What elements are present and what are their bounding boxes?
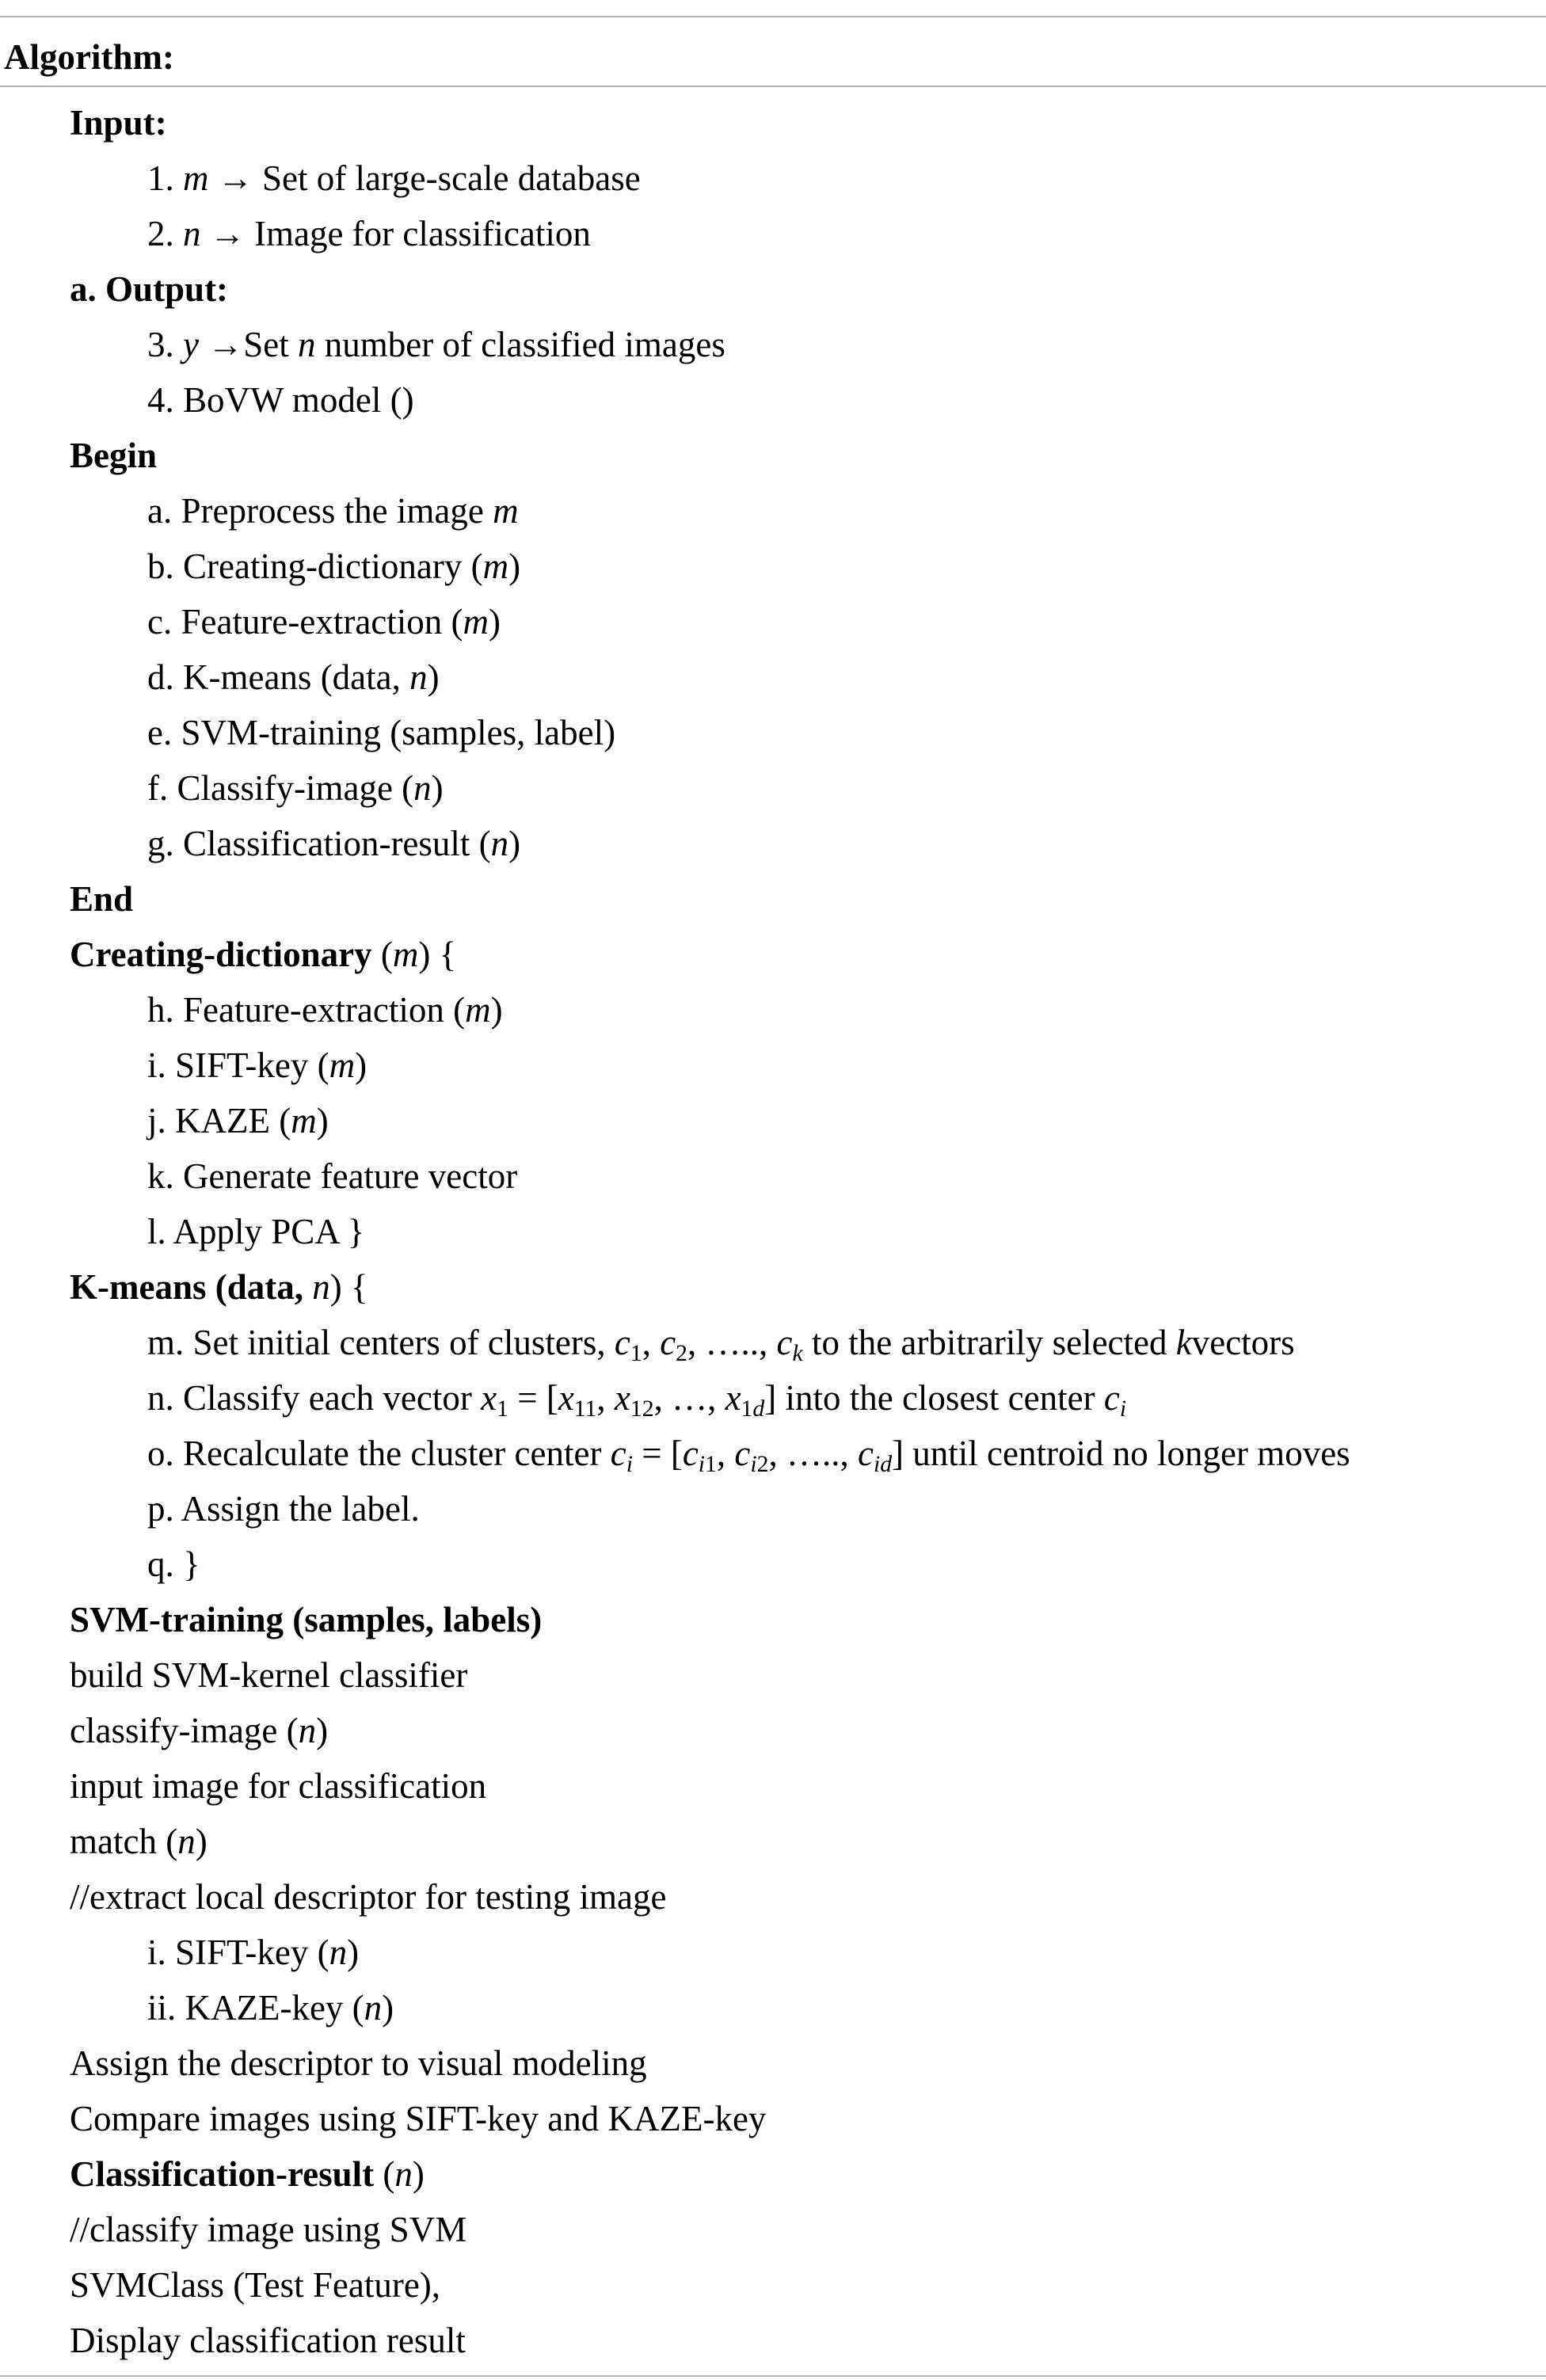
text-segment: f. Classify-image ( xyxy=(147,768,414,808)
text-segment: ii. KAZE-key ( xyxy=(147,1988,364,2028)
text-segment: , xyxy=(642,1323,661,1362)
subscript: 1 xyxy=(497,1396,508,1422)
math-variable: m xyxy=(329,1045,356,1085)
bold-text: a. Output: xyxy=(70,269,229,309)
text-segment: k. Generate feature vector xyxy=(147,1156,518,1196)
algorithm-line xyxy=(0,1592,1546,1647)
math-variable: n xyxy=(409,657,428,697)
subscript: i xyxy=(698,1452,706,1478)
algorithm-title xyxy=(0,29,1546,85)
text-segment: ) xyxy=(431,768,444,808)
algorithm-title-text: Algorithm: xyxy=(4,37,174,77)
text-segment: input image for classification xyxy=(70,1766,487,1806)
text-segment: g. Classification-result ( xyxy=(147,824,491,863)
algorithm-line xyxy=(0,372,1546,428)
algorithm-line xyxy=(0,1370,1546,1426)
text-segment: classify-image ( xyxy=(70,1711,299,1750)
text-segment: ) { xyxy=(329,1267,368,1307)
math-variable: x xyxy=(614,1378,630,1418)
text-segment: //classify image using SVM xyxy=(70,2210,467,2249)
algorithm-line xyxy=(0,1426,1546,1481)
math-variable: n xyxy=(298,1711,317,1750)
bottom-rule xyxy=(0,2375,1546,2377)
text-segment: , xyxy=(596,1378,615,1418)
algorithm-line xyxy=(0,649,1546,705)
algorithm-body xyxy=(0,95,1546,2368)
text-segment: 1. xyxy=(147,158,183,198)
math-variable: m xyxy=(493,491,519,531)
algorithm-line xyxy=(0,1758,1546,1814)
text-segment: i. SIFT-key ( xyxy=(147,1045,329,1085)
text-segment: ) xyxy=(347,1933,360,1972)
text-segment: ) xyxy=(508,546,521,586)
math-variable: c xyxy=(857,1434,874,1473)
math-variable: m xyxy=(482,546,509,586)
text-segment: Display classification result xyxy=(70,2321,466,2360)
subscript: i xyxy=(750,1452,757,1478)
math-variable: n xyxy=(413,768,432,808)
text-segment: ( xyxy=(371,935,393,974)
math-variable: n xyxy=(298,325,316,364)
algorithm-line xyxy=(0,2035,1546,2091)
text-segment: , …, xyxy=(653,1378,725,1418)
algorithm-line xyxy=(0,816,1546,871)
subscript: i xyxy=(1119,1396,1127,1422)
bold-text: Creating-dictionary xyxy=(70,935,372,974)
algorithm-line xyxy=(0,871,1546,927)
text-segment: j. KAZE ( xyxy=(147,1101,291,1140)
text-segment: → Set of large-scale database xyxy=(208,158,641,198)
text-segment: e. SVM-training (samples, label) xyxy=(147,713,616,752)
subscript: 2 xyxy=(676,1341,688,1367)
text-segment: o. Recalculate the cluster center xyxy=(147,1434,611,1473)
text-segment xyxy=(303,1267,312,1307)
text-segment: ) xyxy=(316,1101,329,1140)
text-segment: h. Feature-extraction ( xyxy=(147,990,466,1030)
text-segment: ) xyxy=(489,602,501,642)
text-segment: , xyxy=(716,1434,735,1473)
text-segment: ] into the closest center xyxy=(764,1378,1104,1418)
algorithm-line xyxy=(0,2146,1546,2202)
subscript: 1 xyxy=(741,1396,753,1422)
algorithm-line xyxy=(0,1481,1546,1537)
algorithm-line xyxy=(0,594,1546,649)
algorithm-line xyxy=(0,1925,1546,1980)
text-segment: ) xyxy=(412,2154,425,2194)
math-variable: n xyxy=(329,1933,348,1972)
algorithm-line xyxy=(0,1315,1546,1370)
algorithm-line xyxy=(0,1148,1546,1204)
math-variable: m xyxy=(392,935,419,974)
subscript: 1 xyxy=(630,1341,642,1367)
math-variable: c xyxy=(734,1434,751,1473)
subscript: d xyxy=(752,1396,765,1422)
algorithm-line xyxy=(0,150,1546,206)
text-segment: a. Preprocess the image xyxy=(147,491,493,531)
text-segment: build SVM-kernel classifier xyxy=(70,1655,468,1695)
text-segment: Compare images using SIFT-key and KAZE-key xyxy=(70,2099,767,2138)
text-segment: n. Classify each vector xyxy=(147,1378,482,1418)
bold-text: Classification-result xyxy=(70,2154,375,2194)
bold-text: Input: xyxy=(70,103,167,143)
algorithm-line xyxy=(0,927,1546,982)
text-segment: to the arbitrarily selected xyxy=(802,1323,1176,1362)
text-segment: ) xyxy=(508,824,521,863)
text-segment: c. Feature-extraction ( xyxy=(147,602,463,642)
bold-text: End xyxy=(70,879,134,919)
algorithm-line xyxy=(0,760,1546,816)
algorithm-line xyxy=(0,1038,1546,1093)
bold-text: SVM-training (samples, labels) xyxy=(70,1600,543,1639)
math-variable: m xyxy=(465,990,491,1030)
subscript: 2 xyxy=(756,1452,769,1478)
algorithm-line xyxy=(0,982,1546,1038)
algorithm-line xyxy=(0,95,1546,150)
text-segment: = [ xyxy=(632,1434,683,1473)
text-segment: ( xyxy=(374,2154,395,2194)
math-variable: c xyxy=(682,1434,699,1473)
text-segment: m. Set initial centers of clusters, xyxy=(147,1323,615,1362)
math-variable: n xyxy=(490,824,509,863)
math-variable: n xyxy=(394,2154,413,2194)
algorithm-line xyxy=(0,1647,1546,1703)
algorithm-line xyxy=(0,1093,1546,1148)
math-variable: n xyxy=(364,1988,383,2028)
bold-text: K-means (data, xyxy=(70,1267,303,1307)
text-segment: ) { xyxy=(418,935,457,974)
subscript: 11 xyxy=(573,1396,597,1422)
text-segment: l. Apply PCA } xyxy=(147,1212,365,1251)
algorithm-line xyxy=(0,2202,1546,2257)
text-segment: ) xyxy=(490,990,503,1030)
text-segment: Assign the descriptor to visual modeling xyxy=(70,2043,647,2083)
text-segment: , ….., xyxy=(768,1434,858,1473)
subscript: 12 xyxy=(630,1396,654,1422)
text-segment: → Image for classification xyxy=(200,214,591,253)
math-variable: c xyxy=(610,1434,626,1473)
algorithm-line xyxy=(0,428,1546,483)
algorithm-line xyxy=(0,1869,1546,1925)
text-segment: vectors xyxy=(1191,1323,1295,1362)
text-segment: 3. xyxy=(147,325,183,364)
text-segment: 2. xyxy=(147,214,183,253)
text-segment: q. } xyxy=(147,1544,200,1584)
text-segment: i. SIFT-key ( xyxy=(147,1933,329,1972)
algorithm-line xyxy=(0,261,1546,317)
subscript: i xyxy=(626,1452,633,1478)
algorithm-line xyxy=(0,1537,1546,1592)
text-segment: //extract local descriptor for testing image xyxy=(70,1877,667,1917)
subscript: k xyxy=(792,1341,803,1367)
math-variable: n xyxy=(177,1822,196,1861)
text-segment: b. Creating-dictionary ( xyxy=(147,546,483,586)
math-variable: x xyxy=(725,1378,741,1418)
algorithm-line xyxy=(0,317,1546,372)
text-segment: ] until centroid no longer moves xyxy=(892,1434,1350,1473)
math-variable: c xyxy=(614,1323,630,1362)
algorithm-line xyxy=(0,1259,1546,1315)
text-segment: SVMClass (Test Feature), xyxy=(70,2265,441,2305)
text-segment: ) xyxy=(355,1045,367,1085)
math-variable: n xyxy=(183,214,201,253)
math-variable: c xyxy=(1103,1378,1120,1418)
top-rule xyxy=(0,16,1546,17)
algorithm-line xyxy=(0,2257,1546,2313)
algorithm-line xyxy=(0,539,1546,594)
text-segment: d. K-means (data, xyxy=(147,657,410,697)
math-variable: x xyxy=(481,1378,497,1418)
algorithm-line xyxy=(0,2091,1546,2146)
algorithm-line xyxy=(0,2313,1546,2368)
algorithm-line xyxy=(0,1204,1546,1259)
algorithm-line xyxy=(0,1814,1546,1869)
header-divider-rule xyxy=(0,86,1546,87)
text-segment: = [ xyxy=(508,1378,558,1418)
algorithm-line xyxy=(0,206,1546,261)
algorithm-line xyxy=(0,705,1546,760)
text-segment: ) xyxy=(195,1822,208,1861)
text-segment: ) xyxy=(382,1988,394,2028)
text-segment: match ( xyxy=(70,1822,178,1861)
algorithm-line xyxy=(0,1703,1546,1758)
math-variable: k xyxy=(1175,1323,1192,1362)
bold-text: Begin xyxy=(70,436,158,475)
text-segment: p. Assign the label. xyxy=(147,1489,420,1529)
math-variable: x xyxy=(558,1378,574,1418)
subscript: 1 xyxy=(705,1452,717,1478)
text-segment: ) xyxy=(427,657,440,697)
text-segment: →Set xyxy=(198,325,298,364)
text-segment: number of classified images xyxy=(315,325,725,364)
math-variable: c xyxy=(660,1323,676,1362)
subscript: id xyxy=(873,1452,893,1478)
text-segment: ) xyxy=(316,1711,329,1750)
algorithm-line xyxy=(0,1980,1546,2035)
math-variable: m xyxy=(463,602,489,642)
math-variable: m xyxy=(183,158,209,198)
math-variable: c xyxy=(776,1323,793,1362)
math-variable: m xyxy=(291,1101,317,1140)
algorithm-line xyxy=(0,483,1546,539)
math-variable: y xyxy=(183,325,199,364)
text-segment: 4. BoVW model () xyxy=(147,380,414,420)
math-variable: n xyxy=(312,1267,330,1307)
text-segment: , ….., xyxy=(687,1323,777,1362)
